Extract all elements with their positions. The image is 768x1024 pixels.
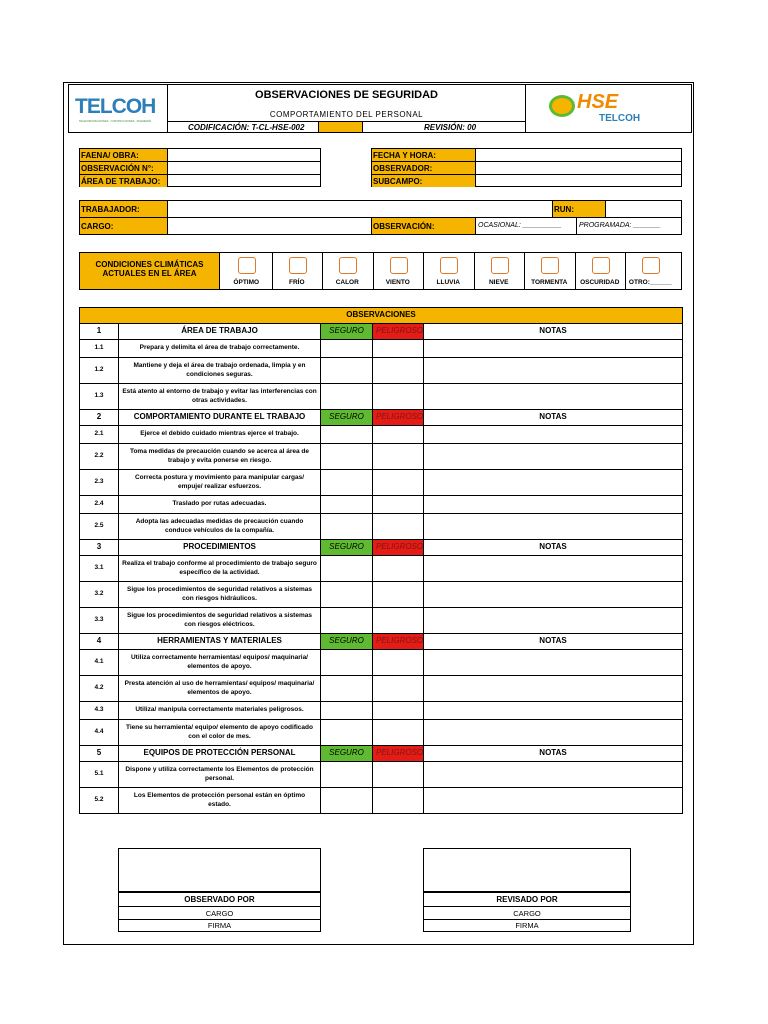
notas-cell[interactable] bbox=[424, 496, 683, 514]
observer-title: OBSERVADO POR bbox=[184, 895, 255, 904]
climate-label: CONDICIONES CLIMÁTICAS ACTUALES EN EL ÁREA bbox=[80, 253, 220, 289]
run-label: RUN: bbox=[553, 201, 606, 218]
climate-checkbox-5[interactable] bbox=[440, 257, 458, 274]
fecha-field[interactable] bbox=[476, 149, 681, 162]
area-label: ÁREA DE TRABAJO: bbox=[80, 175, 168, 187]
climate-option-label: LLUVIA bbox=[436, 279, 460, 286]
peligroso-header: PELIGROSO bbox=[373, 324, 424, 340]
observador-field[interactable] bbox=[476, 162, 681, 175]
peligroso-cell[interactable] bbox=[373, 608, 424, 634]
seguro-header: SEGURO bbox=[321, 634, 373, 650]
peligroso-cell[interactable] bbox=[373, 514, 424, 540]
seguro-cell[interactable] bbox=[321, 720, 373, 746]
climate-checkbox-8[interactable] bbox=[592, 257, 610, 274]
notas-cell[interactable] bbox=[424, 762, 683, 788]
notas-cell[interactable] bbox=[424, 556, 683, 582]
climate-option-label: ÓPTIMO bbox=[233, 279, 260, 286]
item-row bbox=[80, 702, 683, 720]
observacion-n-field[interactable] bbox=[168, 162, 320, 175]
item-number: 1.2 bbox=[80, 358, 119, 384]
item-row bbox=[80, 340, 683, 358]
notas-cell[interactable] bbox=[424, 340, 683, 358]
hse-swoosh-icon bbox=[549, 95, 575, 117]
item-row bbox=[80, 470, 683, 496]
reviewer-cargo: CARGO bbox=[424, 906, 630, 919]
seguro-cell[interactable] bbox=[321, 650, 373, 676]
observations-title: OBSERVACIONES bbox=[80, 308, 683, 324]
climate-checkbox-9[interactable] bbox=[642, 257, 660, 274]
notas-cell[interactable] bbox=[424, 720, 683, 746]
observer-cargo: CARGO bbox=[119, 906, 320, 919]
hse-logo-text: HSE bbox=[577, 91, 619, 113]
item-row bbox=[80, 358, 683, 384]
item-text: Ejerce el debido cuidado mientras ejerce el trabajo. bbox=[119, 426, 321, 444]
seguro-cell[interactable] bbox=[321, 676, 373, 702]
telcoh-logo-text: TELCOH bbox=[75, 95, 156, 118]
peligroso-cell[interactable] bbox=[373, 340, 424, 358]
item-text: Está atento al entorno de trabajo y evitar las interferencias con otras actividades. bbox=[119, 384, 321, 410]
peligroso-cell[interactable] bbox=[373, 702, 424, 720]
info-right-table bbox=[371, 148, 682, 187]
climate-option-label: OTRO:______ bbox=[628, 279, 672, 286]
climate-option-label: OSCURIDAD bbox=[580, 279, 620, 286]
seguro-cell[interactable] bbox=[321, 426, 373, 444]
notas-cell[interactable] bbox=[424, 702, 683, 720]
peligroso-header: PELIGROSO bbox=[373, 634, 424, 650]
notas-cell[interactable] bbox=[424, 650, 683, 676]
trabajador-label: TRABAJADOR: bbox=[80, 201, 168, 218]
peligroso-cell[interactable] bbox=[373, 444, 424, 470]
observations-table bbox=[79, 307, 683, 814]
item-row bbox=[80, 676, 683, 702]
fecha-label: FECHA Y HORA: bbox=[372, 149, 476, 162]
notas-cell[interactable] bbox=[424, 470, 683, 496]
item-number: 3.1 bbox=[80, 556, 119, 582]
item-text: Adopta las adecuadas medidas de precaución cuando conduce vehículos de la compañía. bbox=[119, 514, 321, 540]
notas-cell[interactable] bbox=[424, 426, 683, 444]
observacion-type-label: OBSERVACIÓN: bbox=[372, 218, 476, 234]
section-number: 1 bbox=[80, 324, 119, 340]
reviewer-firma: FIRMA bbox=[424, 919, 630, 931]
section-row bbox=[80, 634, 683, 650]
observador-label: OBSERVADOR: bbox=[372, 162, 476, 175]
worker-table bbox=[79, 200, 682, 235]
peligroso-header: PELIGROSO bbox=[373, 540, 424, 556]
item-row bbox=[80, 556, 683, 582]
trabajador-field[interactable] bbox=[168, 201, 553, 218]
item-text: Prepara y delimita el área de trabajo correctamente. bbox=[119, 340, 321, 358]
item-text: Mantiene y deja el área de trabajo ordenada, limpia y en condiciones seguras. bbox=[119, 358, 321, 384]
climate-checkbox-6[interactable] bbox=[491, 257, 509, 274]
seguro-cell[interactable] bbox=[321, 444, 373, 470]
seguro-cell[interactable] bbox=[321, 702, 373, 720]
seguro-header: SEGURO bbox=[321, 540, 373, 556]
peligroso-cell[interactable] bbox=[373, 582, 424, 608]
notas-header: NOTAS bbox=[424, 324, 683, 340]
item-text: Utiliza/ manipula correctamente materiales peligrosos. bbox=[119, 702, 321, 720]
section-row bbox=[80, 410, 683, 426]
seguro-cell[interactable] bbox=[321, 514, 373, 540]
climate-checkbox-3[interactable] bbox=[339, 257, 357, 274]
climate-option-label: CALOR bbox=[335, 279, 359, 286]
notas-header: NOTAS bbox=[424, 410, 683, 426]
peligroso-cell[interactable] bbox=[373, 384, 424, 410]
notas-cell[interactable] bbox=[424, 444, 683, 470]
item-number: 4.1 bbox=[80, 650, 119, 676]
seguro-cell[interactable] bbox=[321, 496, 373, 514]
notas-cell[interactable] bbox=[424, 384, 683, 410]
item-text: Utiliza correctamente herramientas/ equipos/ maquinaria/ elementos de apoyo. bbox=[119, 650, 321, 676]
subcampo-label: SUBCAMPO: bbox=[372, 175, 476, 187]
cargo-label: CARGO: bbox=[80, 218, 168, 234]
section-row bbox=[80, 324, 683, 340]
seguro-header: SEGURO bbox=[321, 746, 373, 762]
item-number: 4.2 bbox=[80, 676, 119, 702]
item-number: 4.3 bbox=[80, 702, 119, 720]
notas-cell[interactable] bbox=[424, 788, 683, 814]
item-number: 5.2 bbox=[80, 788, 119, 814]
section-number: 3 bbox=[80, 540, 119, 556]
reviewer-title: REVISADO POR bbox=[496, 895, 558, 904]
item-text: Toma medidas de precaución cuando se acerca al área de trabajo y evita ponerse en riesgo. bbox=[119, 444, 321, 470]
logo-right bbox=[547, 89, 657, 129]
section-title: ÁREA DE TRABAJO bbox=[119, 324, 321, 340]
area-field[interactable] bbox=[168, 175, 320, 187]
item-row bbox=[80, 608, 683, 634]
cargo-field[interactable] bbox=[168, 218, 372, 234]
peligroso-cell[interactable] bbox=[373, 358, 424, 384]
item-text: Los Elementos de protección personal están en óptimo estado. bbox=[119, 788, 321, 814]
seguro-cell[interactable] bbox=[321, 788, 373, 814]
item-number: 2.5 bbox=[80, 514, 119, 540]
item-text: Correcta postura y movimiento para manipular cargas/ empuje/ realizar esfuerzos. bbox=[119, 470, 321, 496]
observer-block bbox=[118, 892, 321, 932]
peligroso-cell[interactable] bbox=[373, 720, 424, 746]
observacion-type-divider bbox=[576, 218, 577, 234]
hse-logo-sub: TELCOH bbox=[599, 113, 641, 124]
document-title: OBSERVACIONES DE SEGURIDAD bbox=[255, 89, 438, 101]
subcampo-field[interactable] bbox=[476, 175, 681, 187]
item-number: 1.3 bbox=[80, 384, 119, 410]
peligroso-cell[interactable] bbox=[373, 788, 424, 814]
notas-cell[interactable] bbox=[424, 676, 683, 702]
seguro-cell[interactable] bbox=[321, 358, 373, 384]
code-highlight bbox=[318, 122, 363, 132]
climate-option-label: VIENTO bbox=[385, 279, 410, 286]
ocasional-option[interactable]: OCASIONAL: __________ bbox=[478, 222, 562, 229]
section-title: EQUIPOS DE PROTECCIÓN PERSONAL bbox=[119, 746, 321, 762]
item-text: Sigue los procedimientos de seguridad relativos a sistemas con riesgos eléctricos. bbox=[119, 608, 321, 634]
item-row bbox=[80, 788, 683, 814]
item-text: Sigue los procedimientos de seguridad relativos a sistemas con riesgos hidráulicos. bbox=[119, 582, 321, 608]
section-title: COMPORTAMIENTO DURANTE EL TRABAJO bbox=[119, 410, 321, 426]
seguro-cell[interactable] bbox=[321, 582, 373, 608]
climate-checkbox-2[interactable] bbox=[289, 257, 307, 274]
notas-cell[interactable] bbox=[424, 358, 683, 384]
item-number: 2.1 bbox=[80, 426, 119, 444]
peligroso-cell[interactable] bbox=[373, 426, 424, 444]
item-number: 4.4 bbox=[80, 720, 119, 746]
notas-cell[interactable] bbox=[424, 514, 683, 540]
telcoh-logo-sub: TELECOMUNICACIONES · CONSTRUCCIONES · INGENIERÍA bbox=[79, 120, 152, 123]
document-subtitle: COMPORTAMIENTO DEL PERSONAL bbox=[269, 110, 424, 119]
notas-cell[interactable] bbox=[424, 582, 683, 608]
seguro-cell[interactable] bbox=[321, 608, 373, 634]
seguro-cell[interactable] bbox=[321, 556, 373, 582]
seguro-cell[interactable] bbox=[321, 762, 373, 788]
item-row bbox=[80, 496, 683, 514]
item-text: Presta atención al uso de herramientas/ equipos/ maquinaria/ elementos de apoyo. bbox=[119, 676, 321, 702]
peligroso-header: PELIGROSO bbox=[373, 746, 424, 762]
item-number: 2.3 bbox=[80, 470, 119, 496]
peligroso-cell[interactable] bbox=[373, 556, 424, 582]
seguro-cell[interactable] bbox=[321, 384, 373, 410]
item-row bbox=[80, 514, 683, 540]
seguro-cell[interactable] bbox=[321, 340, 373, 358]
faena-field[interactable] bbox=[168, 149, 320, 162]
climate-table bbox=[79, 252, 682, 290]
item-number: 2.2 bbox=[80, 444, 119, 470]
header-box bbox=[68, 84, 692, 133]
info-left-table bbox=[79, 148, 321, 187]
item-row bbox=[80, 384, 683, 410]
peligroso-cell[interactable] bbox=[373, 650, 424, 676]
section-number: 5 bbox=[80, 746, 119, 762]
observer-firma: FIRMA bbox=[119, 919, 320, 931]
peligroso-cell[interactable] bbox=[373, 470, 424, 496]
section-title: PROCEDIMIENTOS bbox=[119, 540, 321, 556]
run-field[interactable] bbox=[606, 201, 681, 218]
item-number: 2.4 bbox=[80, 496, 119, 514]
item-number: 1.1 bbox=[80, 340, 119, 358]
code-row bbox=[168, 121, 525, 132]
item-row bbox=[80, 582, 683, 608]
revision-label: REVISIÓN: 00 bbox=[424, 123, 477, 132]
notas-header: NOTAS bbox=[424, 540, 683, 556]
notas-cell[interactable] bbox=[424, 608, 683, 634]
item-number: 5.1 bbox=[80, 762, 119, 788]
item-number: 3.2 bbox=[80, 582, 119, 608]
item-row bbox=[80, 426, 683, 444]
section-row bbox=[80, 540, 683, 556]
programada-option[interactable]: PROGRAMADA: _______ bbox=[579, 222, 661, 229]
peligroso-cell[interactable] bbox=[373, 676, 424, 702]
observer-signature-box[interactable] bbox=[118, 848, 321, 892]
item-row bbox=[80, 720, 683, 746]
seguro-header: SEGURO bbox=[321, 324, 373, 340]
climate-checkbox-7[interactable] bbox=[541, 257, 559, 274]
climate-option-label: FRÍO bbox=[288, 279, 305, 286]
faena-label: FAENA/ OBRA: bbox=[80, 149, 168, 162]
codificacion-label: CODIFICACIÓN: T-CL-HSE-002 bbox=[188, 123, 305, 132]
reviewer-block bbox=[423, 892, 631, 932]
item-text: Realiza el trabajo conforme al procedimiento de trabajo seguro específico de la actividad. bbox=[119, 556, 321, 582]
section-number: 2 bbox=[80, 410, 119, 426]
observacion-n-label: OBSERVACIÓN N°: bbox=[80, 162, 168, 175]
seguro-header: SEGURO bbox=[321, 410, 373, 426]
section-number: 4 bbox=[80, 634, 119, 650]
climate-option-label: NIEVE bbox=[488, 279, 509, 286]
peligroso-header: PELIGROSO bbox=[373, 410, 424, 426]
notas-header: NOTAS bbox=[424, 634, 683, 650]
peligroso-cell[interactable] bbox=[373, 496, 424, 514]
notas-header: NOTAS bbox=[424, 746, 683, 762]
item-number: 3.3 bbox=[80, 608, 119, 634]
section-title: HERRAMIENTAS Y MATERIALES bbox=[119, 634, 321, 650]
item-text: Tiene su herramienta/ equipo/ elemento de apoyo codificado con el color de mes. bbox=[119, 720, 321, 746]
seguro-cell[interactable] bbox=[321, 470, 373, 496]
item-row bbox=[80, 650, 683, 676]
logo-left bbox=[71, 91, 167, 127]
item-text: Dispone y utiliza correctamente los Elementos de protección personal. bbox=[119, 762, 321, 788]
header-divider-right bbox=[525, 85, 526, 132]
item-row bbox=[80, 444, 683, 470]
climate-checkbox-4[interactable] bbox=[390, 257, 408, 274]
section-row bbox=[80, 746, 683, 762]
climate-checkbox-1[interactable] bbox=[238, 257, 256, 274]
reviewer-signature-box[interactable] bbox=[423, 848, 631, 892]
peligroso-cell[interactable] bbox=[373, 762, 424, 788]
item-row bbox=[80, 762, 683, 788]
item-text: Traslado por rutas adecuadas. bbox=[119, 496, 321, 514]
climate-option-label: TORMENTA bbox=[531, 279, 568, 286]
